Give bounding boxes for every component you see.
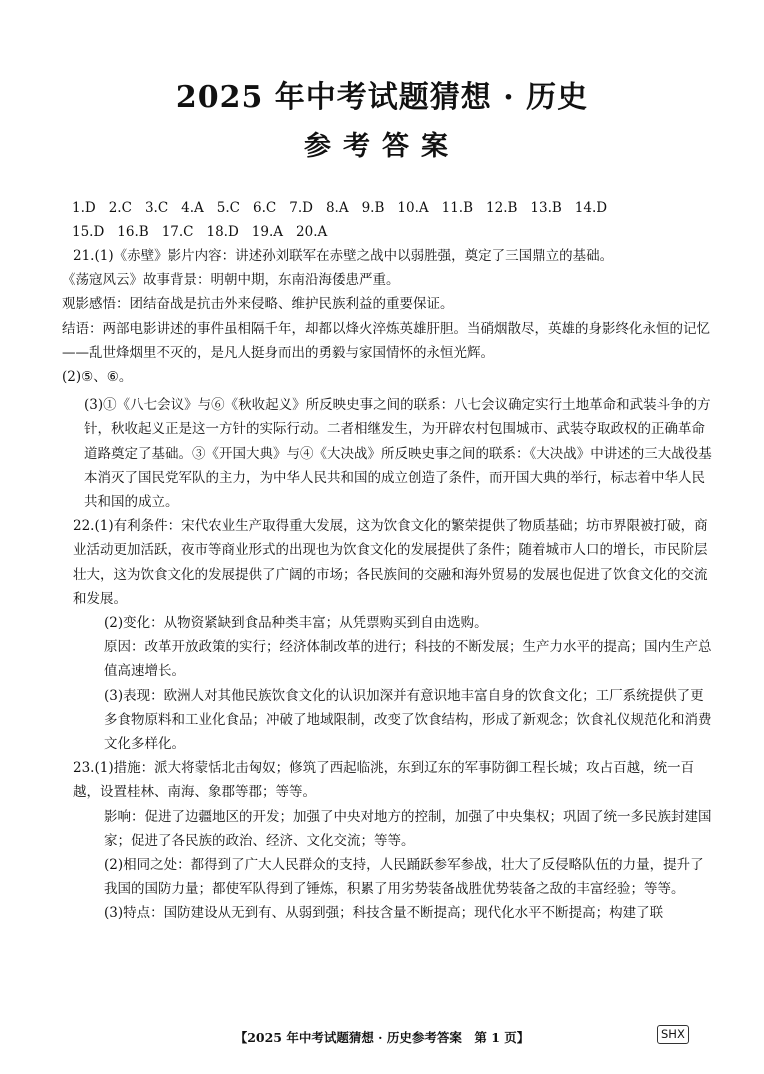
choice-answer: 8.A bbox=[325, 200, 349, 216]
choice-answer: 19.A bbox=[251, 224, 284, 240]
choice-answer: 17.C bbox=[161, 224, 194, 240]
answer-body bbox=[62, 244, 712, 926]
choice-answer: 11.B bbox=[441, 200, 474, 216]
q21-part2: (2)⑤、⑥。 bbox=[62, 369, 133, 386]
choice-answer: 13.B bbox=[530, 200, 562, 216]
q21-part1: 21.(1)《赤壁》影片内容：讲述孙刘联军在赤壁之战中以弱胜强，奠定了三国鼎立的基础。 bbox=[73, 248, 614, 264]
choice-answer: 12.B bbox=[486, 200, 518, 216]
choice-answer: 6.C bbox=[253, 200, 277, 216]
choice-answer: 2.C bbox=[108, 200, 132, 216]
q23-part1: 23.(1)措施：派大将蒙恬北击匈奴；修筑了西起临洮，东到辽东的军事防御工程长城；攻占百越，统一百越，设置桂林、南海、象郡等郡；等等。 bbox=[73, 760, 695, 801]
choice-answer-list bbox=[72, 196, 732, 244]
region-badge: SHX bbox=[657, 1025, 689, 1044]
q22-reason: 原因：改革开放政策的实行；经济体制改革的进行；科技的不断发展；生产力水平的提高；国内生产总值高速增长。 bbox=[104, 639, 712, 680]
choice-answer: 10.A bbox=[397, 200, 429, 216]
q23-part2: (2)相同之处：都得到了广大人民群众的支持，人民踊跃参军参战，壮大了反侵略队伍的力量，提升了我国的国防力量；都使军队得到了锤炼，积累了用劣势装备战胜优势装备之敌的丰富经验；等等。 bbox=[104, 857, 704, 898]
q22-part1: 22.(1)有利条件：宋代农业生产取得重大发展，这为饮食文化的繁荣提供了物质基础；坊市界限被打破，商业活动更加活跃，夜市等商业形式的出现也为饮食文化的发展提供了条件；随着城市人口的增长，市民阶层壮大，这为饮食文化的发展提供了广阔的市场；各民族间的交融和海外贸易的发展也促进了饮食文化的交流和发展。 bbox=[73, 518, 708, 607]
q21-background: 《荡寇风云》故事背景：明朝中期，东南沿海倭患严重。 bbox=[62, 272, 400, 289]
q22-part3: (3)表现：欧洲人对其他民族饮食文化的认识加深并有意识地丰富自身的饮食文化；工厂系统提供了更多食物原料和工业化食品；冲破了地域限制，改变了饮食结构，形成了新观念；饮食礼仪规范化和消费文化多样化。 bbox=[104, 687, 712, 753]
choice-answer: 20.A bbox=[296, 224, 328, 240]
choice-answer: 15.D bbox=[72, 224, 105, 240]
page-title: 2025 年中考试题猜想 · 历史 bbox=[175, 80, 589, 115]
choice-answer: 16.B bbox=[117, 224, 149, 240]
q23-impact: 影响：促进了边疆地区的开发；加强了中央对地方的控制，加强了中央集权；巩固了统一多民族封建国家；促进了各民族的政治、经济、文化交流；等等。 bbox=[104, 808, 712, 849]
choice-answer: 14.D bbox=[574, 200, 608, 216]
choice-answer: 3.C bbox=[144, 200, 169, 216]
q21-reflection: 观影感悟：团结奋战是抗击外来侵略、维护民族利益的重要保证。 bbox=[62, 296, 454, 313]
q21-conclusion: 结语：两部电影讲述的事件虽相隔千年，却都以烽火淬炼英雄肝胆。当硝烟散尽，英雄的身影终化永恒的记忆——乱世烽烟里不灭的，是凡人挺身而出的勇毅与家国情怀的永恒光辉。 bbox=[62, 320, 710, 361]
choice-answer: 1.D bbox=[72, 200, 96, 216]
choice-answer: 5.C bbox=[216, 200, 241, 216]
q22-part2: (2)变化：从物资紧缺到食品种类丰富；从凭票购买到自由选购。 bbox=[104, 615, 488, 632]
q23-part3: (3)特点：国防建设从无到有、从弱到强；科技含量不断提高；现代化水平不断提高；构建了联 bbox=[104, 905, 664, 922]
page-footer: 【2025 年中考试题猜想 · 历史参考答案 第 1 页】 bbox=[234, 1030, 530, 1045]
q21-part3: (3)①《八七会议》与⑥《秋收起义》所反映史事之间的联系：八七会议确定实行土地革命和武装斗争的方针，秋收起义正是这一方针的实际行动。二者相继发生，为开辟农村包围城市、武装夺取政权的正确革命道路奠定了基础。③《开国大典》与④《大决战》所反映史事之间的联系：《大决战》中讲述的三大战役基本消灭了国民党军队的主力，为中华人民共和国的成立创造了条件，而开国大典的举行，标志着中华人民共和国的成立。 bbox=[84, 397, 712, 511]
choice-answer: 9.B bbox=[361, 200, 385, 216]
page-subtitle: 参考答案 bbox=[304, 131, 460, 162]
choice-answer: 7.D bbox=[289, 200, 313, 216]
choice-answer: 4.A bbox=[181, 200, 204, 216]
choice-answer: 18.D bbox=[206, 224, 239, 240]
